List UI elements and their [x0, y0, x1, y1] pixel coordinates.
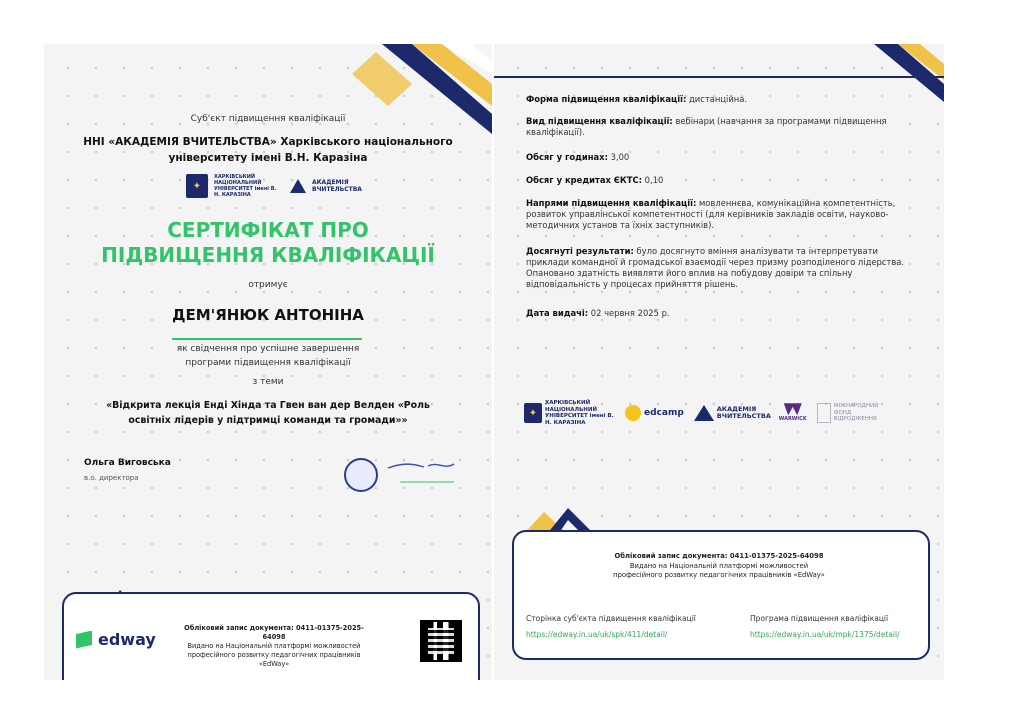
- type-label: Вид підвищення кваліфікації:: [526, 116, 673, 126]
- certificate-front-page: [44, 44, 492, 680]
- credits-row: [526, 175, 916, 186]
- edway-logo-icon: [76, 631, 92, 649]
- issued-line2: професійного розвитку педагогічних працівників «EdWay»: [187, 651, 361, 668]
- certificate-title-line2: ПІДВИЩЕННЯ КВАЛІФІКАЦІЇ: [101, 243, 435, 267]
- results-value: було досягнуто вміння аналізувати та інтерпретувати приклади командної й громадської взаємодії через призму розподіленого лідерства. Опановано здатність виявляти його вплив на побудову довіри та спільну відповідальність у процесах прийняття рішень.: [526, 246, 905, 289]
- topic-line2: освітніх лідерів у підтримці команди та громади»»: [128, 415, 408, 426]
- evidence-line2: програми підвищення кваліфікації: [185, 358, 351, 368]
- partner-edcamp: [625, 405, 684, 421]
- warwick-icon: [784, 403, 802, 415]
- qr-code[interactable]: [420, 620, 462, 662]
- kharkiv-crest-icon: ✦: [524, 403, 542, 423]
- type-value: вебінари (навчання за програмами підвищення кваліфікації).: [526, 116, 887, 137]
- certificate-title-line1: СЕРТИФІКАТ ПРО: [167, 218, 369, 242]
- type-row: [526, 116, 916, 138]
- program-label: Програма підвищення кваліфікації: [750, 614, 889, 623]
- kharkiv-university-logo-icon: ✦: [186, 174, 208, 198]
- directions-label: Напрями підвищення кваліфікації:: [526, 198, 697, 208]
- seal-stamp: [344, 458, 378, 492]
- academy-logo-text: АКАДЕМІЯ ВЧИТЕЛЬСТВА: [312, 179, 362, 193]
- directions-row: [526, 198, 916, 231]
- header-rule: [494, 76, 944, 78]
- footer-record-block-right: [564, 552, 874, 581]
- partner-academy: [694, 405, 769, 421]
- form-row: [526, 94, 916, 105]
- signatory-title: в.о. директора: [84, 474, 139, 482]
- recipient-name: ДЕМ'ЯНЮК АНТОНІНА: [172, 306, 364, 324]
- topic-line1: «Відкрита лекція Енді Хінда та Гвен ван дер Велден «Роль: [106, 400, 430, 411]
- credits-label: Обсяг у кредитах ЄКТС:: [526, 175, 642, 185]
- partner-kharkiv-text: ХАРКІВСЬКИЙ НАЦІОНАЛЬНИЙ УНІВЕРСИТЕТ імені В. Н. КАРАЗІНА: [545, 400, 614, 426]
- record-id: Обліковий запис документа: 0411-01375-2025-64098: [184, 624, 364, 641]
- issued-line2-right: професійного розвитку педагогічних працівників «EdWay»: [613, 571, 825, 579]
- signatory-name: Ольга Виговська: [84, 458, 171, 468]
- partner-kharkiv: [524, 400, 615, 426]
- topic-prefix: з теми: [252, 377, 284, 387]
- academy-logo-icon: [290, 179, 306, 193]
- kharkiv-logo-text: ХАРКІВСЬКИЙ НАЦІОНАЛЬНИЙ УНІВЕРСИТЕТ імені В. Н. КАРАЗІНА: [214, 174, 277, 198]
- name-underline: [172, 338, 362, 340]
- results-label: Досягнуті результати:: [526, 246, 634, 256]
- subject-page-link[interactable]: https://edway.in.ua/uk/spk/411/detail/: [526, 630, 668, 639]
- directions-value: мовленнєва, комунікаційна компетентність, розвиток управлінської компетентності (для керівників закладів освіти, науково-методичних установ та їхніх заступників).: [526, 198, 896, 230]
- partner-warwick-text: WARWICK: [778, 416, 807, 423]
- hours-label: Обсяг у годинах:: [526, 152, 608, 162]
- footer-box-right: [512, 530, 930, 660]
- issued-line1: Видано на Національній платформі можливостей: [187, 642, 361, 650]
- partner-logos: [524, 400, 924, 426]
- credits-value: 0,10: [644, 175, 664, 185]
- footer-record-block: [174, 624, 374, 669]
- signature: [384, 458, 464, 488]
- academy-triangle-icon: [694, 405, 714, 421]
- edway-logo: [76, 630, 156, 649]
- certificate-back-page: [494, 44, 944, 680]
- institution-line2: університету імені В.Н. Каразіна: [168, 152, 368, 164]
- partner-irf-text: МІЖНАРОДНИЙ ФОНД ВІДРОДЖЕННЯ: [833, 403, 879, 423]
- receives-label: отримує: [248, 280, 288, 290]
- form-value: дистанційна.: [689, 94, 748, 104]
- partner-academy-text: АКАДЕМІЯ ВЧИТЕЛЬСТВА: [716, 404, 771, 420]
- record-id-right: Обліковий запис документа: 0411-01375-2025-64098: [614, 552, 824, 560]
- partner-irf: [817, 403, 882, 423]
- institution-line1: ННІ «АКАДЕМІЯ ВЧИТЕЛЬСТВА» Харківського національного: [83, 136, 453, 148]
- subject-label: Суб'єкт підвищення кваліфікації: [190, 114, 346, 124]
- irf-icon: [817, 403, 831, 423]
- subject-page-label: Сторінка суб'єкта підвищення кваліфікації: [526, 614, 696, 623]
- date-value: 02 червня 2025 р.: [590, 308, 670, 318]
- program-link[interactable]: https://edway.in.ua/uk/mpk/1375/detail/: [750, 630, 900, 639]
- hours-row: [526, 152, 916, 163]
- results-row: [526, 246, 916, 290]
- date-label: Дата видачі:: [526, 308, 589, 318]
- edway-logo-text: edway: [98, 630, 156, 649]
- institution-logos: [186, 174, 362, 198]
- partner-warwick: [779, 403, 807, 423]
- date-row: [526, 308, 916, 319]
- partner-edcamp-text: edcamp: [644, 407, 684, 418]
- signatory: [84, 458, 171, 482]
- evidence-line1: як свідчення про успішне завершення: [176, 344, 360, 354]
- edcamp-icon: [625, 405, 641, 421]
- form-label: Форма підвищення кваліфікації:: [526, 94, 687, 104]
- hours-value: 3,00: [610, 152, 630, 162]
- issued-line1-right: Видано на Національній платформі можливостей: [629, 561, 809, 570]
